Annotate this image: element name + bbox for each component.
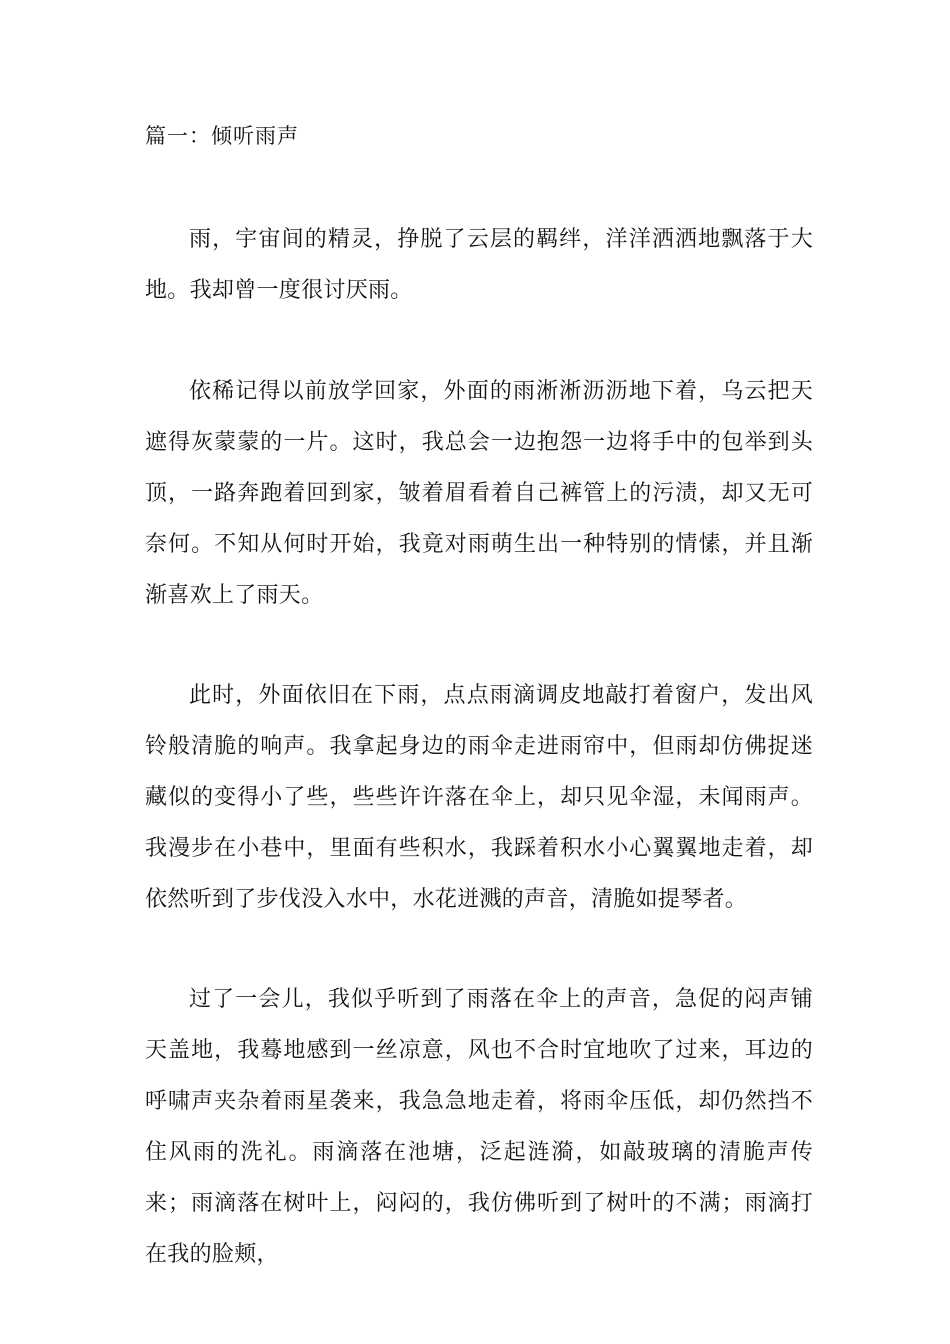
paragraph-2: 依稀记得以前放学回家，外面的雨淅淅沥沥地下着，乌云把天遮得灰蒙蒙的一片。这时，我总会一边抱怨一边将手中的包举到头顶，一路奔跑着回到家，皱着眉看着自己裤管上的污渍，却又无可奈何。不知从何时开始，我竟对雨萌生出一种特别的情愫，并且渐渐喜欢上了雨天。 bbox=[145, 379, 813, 608]
paragraph-4: 过了一会儿，我似乎听到了雨落在伞上的声音，急促的闷声铺天盖地，我蓦地感到一丝凉意，风也不合时宜地吹了过来，耳边的呼啸声夹杂着雨星袭来，我急急地走着，将雨伞压低，却仍然挡不住风雨的洗礼。雨滴落在池塘，泛起涟漪，如敲玻璃的清脆声传来；雨滴落在树叶上，闷闷的，我仿佛听到了树叶的不满；雨滴打在我的脸颊， bbox=[145, 987, 813, 1267]
essay-title: 篇一：倾听雨声 bbox=[145, 124, 299, 148]
paragraph-1: 雨，宇宙间的精灵，挣脱了云层的羁绊，洋洋洒洒地飘落于大地。我却曾一度很讨厌雨。 bbox=[145, 227, 813, 303]
paragraph-3: 此时，外面依旧在下雨，点点雨滴调皮地敲打着窗户，发出风铃般清脆的响声。我拿起身边的雨伞走进雨帘中，但雨却仿佛捉迷藏似的变得小了些，些些许许落在伞上，却只见伞湿，未闻雨声。我漫步在小巷中，里面有些积水，我踩着积水小心翼翼地走着，却依然听到了步伐没入水中，水花迸溅的声音，清脆如提琴者。 bbox=[145, 683, 813, 912]
